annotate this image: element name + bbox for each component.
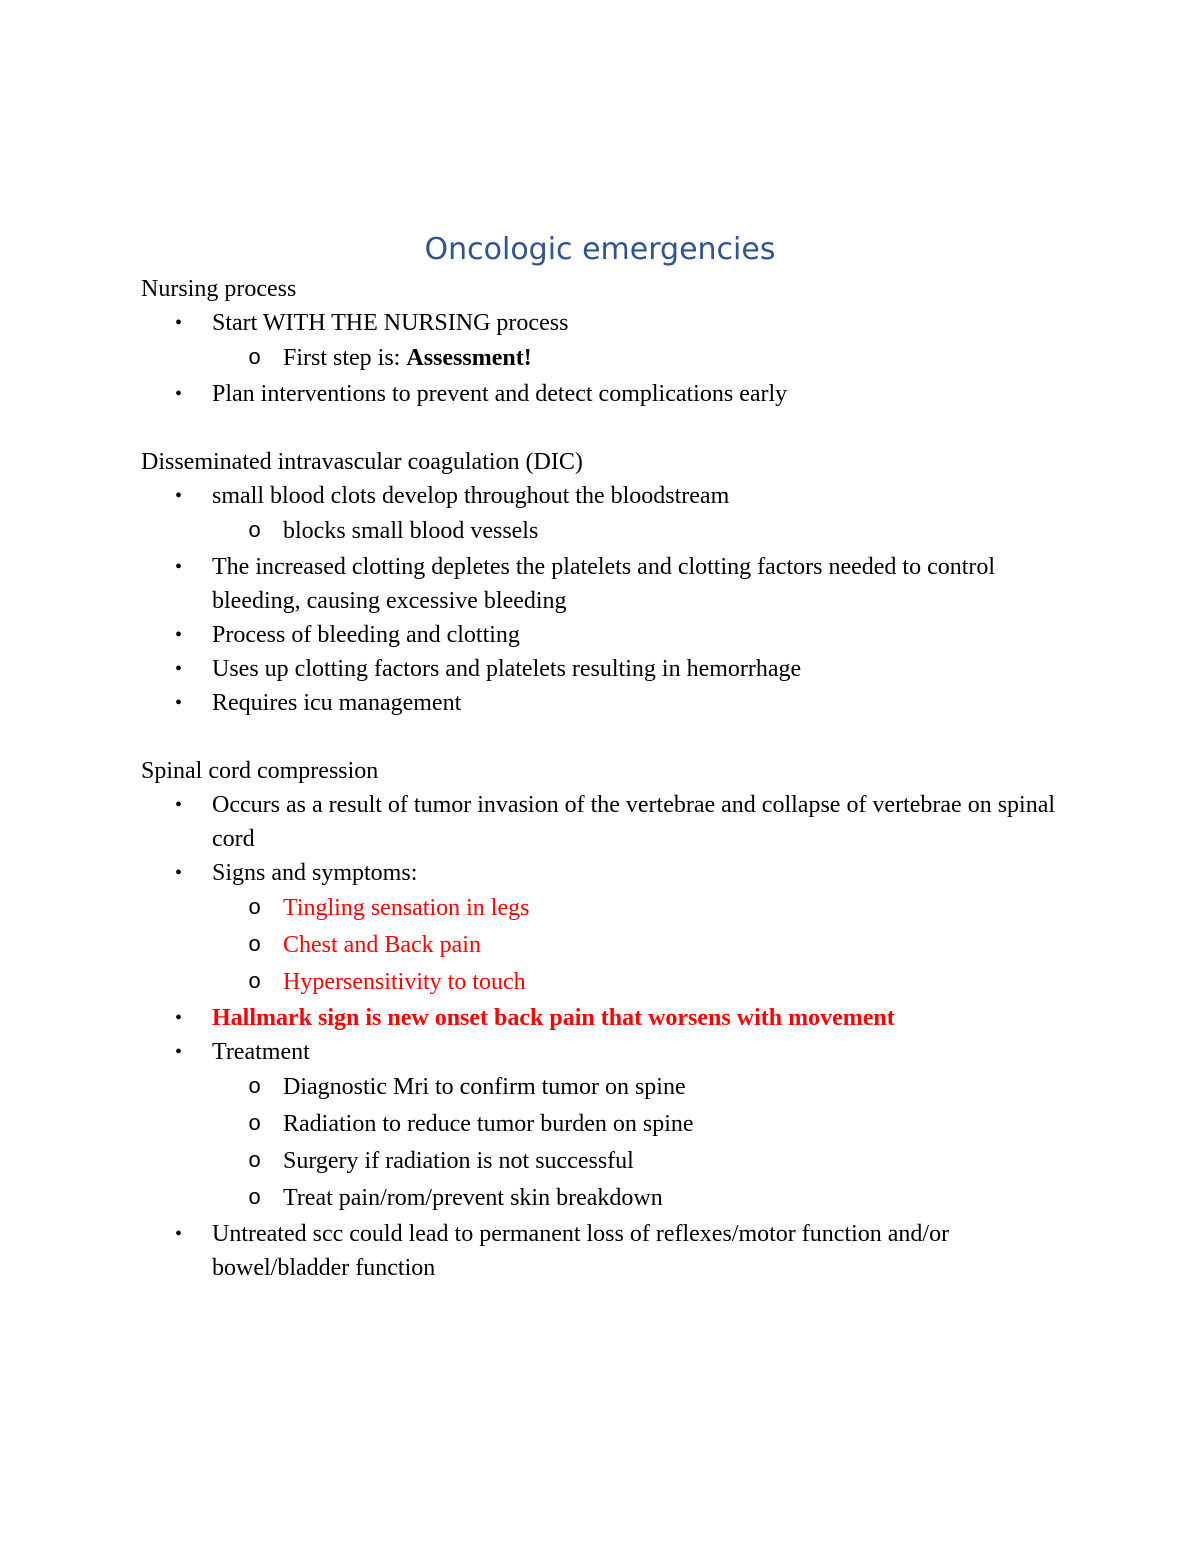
list-item-text: Diagnostic Mri to confirm tumor on spine	[283, 1074, 686, 1100]
list-item-text: Uses up clotting factors and platelets resulting in hemorrhage	[212, 656, 802, 682]
list-item-text: Untreated scc could lead to permanent loss of reflexes/motor function and/or bowel/bladder function	[212, 1221, 950, 1281]
list-item-text: Radiation to reduce tumor burden on spine	[283, 1111, 694, 1137]
sub-list-item	[212, 1143, 1071, 1180]
highlighted-text: Hallmark sign is new onset back pain that worsens with movement	[212, 1005, 895, 1031]
sub-bullet-list	[212, 1069, 1071, 1217]
sub-bullet-list	[212, 890, 1071, 1001]
list-item-text: Treatment	[212, 1039, 310, 1065]
bullet-dot-icon: •	[175, 485, 183, 507]
list-item-text: small blood clots develop throughout the bloodstream	[212, 483, 730, 509]
bullet-dot-icon: •	[175, 692, 183, 714]
section-dic	[141, 445, 1071, 720]
bullet-circle-icon: o	[248, 970, 262, 995]
list-item-text: Start WITH THE NURSING process	[212, 310, 569, 336]
highlighted-text: Chest and Back pain	[283, 932, 481, 958]
list-item	[141, 856, 1071, 1001]
sub-bullet-list	[212, 513, 1071, 550]
bullet-circle-icon: o	[248, 1186, 262, 1211]
bullet-dot-icon: •	[175, 658, 183, 680]
sub-list-item	[212, 890, 1071, 927]
bullet-dot-icon: •	[175, 383, 183, 405]
bullet-dot-icon: •	[175, 1041, 183, 1063]
sub-bullet-list	[212, 340, 1071, 377]
bullet-circle-icon: o	[248, 1075, 262, 1100]
list-item	[141, 686, 1071, 720]
sub-list-item	[212, 1180, 1071, 1217]
list-item	[141, 377, 1071, 411]
document-body	[141, 272, 1071, 1319]
section-heading: Nursing process	[141, 276, 297, 302]
list-item-text: Signs and symptoms:	[212, 860, 418, 886]
document-title: Oncologic emergencies	[424, 232, 776, 267]
bullet-circle-icon: o	[248, 346, 262, 371]
section-heading: Disseminated intravascular coagulation (DIC)	[141, 449, 583, 475]
bullet-list	[141, 788, 1071, 1285]
bullet-dot-icon: •	[175, 794, 183, 816]
bullet-circle-icon: o	[248, 1112, 262, 1137]
list-item	[141, 479, 1071, 550]
list-item-text: blocks small blood vessels	[283, 518, 539, 544]
sub-list-item	[212, 340, 1071, 377]
sub-list-item	[212, 1069, 1071, 1106]
list-item	[141, 1001, 1071, 1035]
sub-list-item	[212, 927, 1071, 964]
bullet-dot-icon: •	[175, 312, 183, 334]
bullet-circle-icon: o	[248, 519, 262, 544]
section-nursing-process	[141, 272, 1071, 411]
list-item-text: First step is:	[283, 345, 407, 371]
bullet-dot-icon: •	[175, 1007, 183, 1029]
bullet-list	[141, 479, 1071, 720]
list-item-text: Treat pain/rom/prevent skin breakdown	[283, 1185, 663, 1211]
section-spinal-cord-compression	[141, 754, 1071, 1285]
list-item	[141, 306, 1071, 377]
list-item	[141, 788, 1071, 856]
list-item	[141, 618, 1071, 652]
list-item	[141, 550, 1071, 618]
highlighted-text: Tingling sensation in legs	[283, 895, 530, 921]
list-item	[141, 652, 1071, 686]
list-item-text: Surgery if radiation is not successful	[283, 1148, 634, 1174]
list-item	[141, 1217, 1071, 1285]
list-item-text: Requires icu management	[212, 690, 462, 716]
bullet-circle-icon: o	[248, 896, 262, 921]
sub-list-item	[212, 513, 1071, 550]
section-heading: Spinal cord compression	[141, 758, 379, 784]
highlighted-text: Hypersensitivity to touch	[283, 969, 526, 995]
list-item-text: Process of bleeding and clotting	[212, 622, 520, 648]
list-item-text: Occurs as a result of tumor invasion of the vertebrae and collapse of vertebrae on spinal cord	[212, 792, 1056, 852]
bullet-dot-icon: •	[175, 624, 183, 646]
list-item-text: Plan interventions to prevent and detect complications early	[212, 381, 788, 407]
bullet-dot-icon: •	[175, 556, 183, 578]
emphasis-text: Assessment!	[406, 345, 532, 371]
sub-list-item	[212, 1106, 1071, 1143]
bullet-list	[141, 306, 1071, 411]
list-item	[141, 1035, 1071, 1217]
sub-list-item	[212, 964, 1071, 1001]
bullet-circle-icon: o	[248, 933, 262, 958]
list-item-text: The increased clotting depletes the platelets and clotting factors needed to control bleeding, causing excessive bleeding	[212, 554, 996, 614]
bullet-circle-icon: o	[248, 1149, 262, 1174]
bullet-dot-icon: •	[175, 862, 183, 884]
bullet-dot-icon: •	[175, 1223, 183, 1245]
